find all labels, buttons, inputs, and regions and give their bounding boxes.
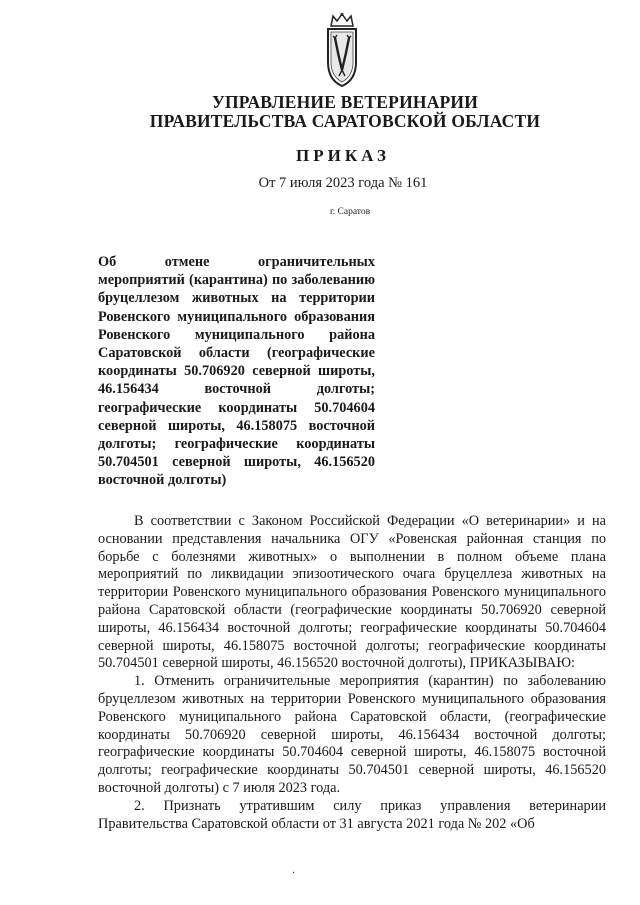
order-item-2: 2. Признать утратившим силу приказ управления ветеринарии Правительства Саратовской области от 31 августа 2021 года № 202 «Об (98, 797, 606, 832)
document-body (98, 513, 606, 833)
document-date-number: От 7 июля 2023 года № 161 (258, 175, 428, 191)
coat-of-arms-icon (322, 12, 362, 88)
org-name-line1: УПРАВЛЕНИЕ ВЕТЕРИНАРИИ (211, 92, 479, 112)
document-city: г. Саратов (329, 207, 371, 217)
document-type: ПРИКАЗ (296, 146, 390, 165)
preamble-paragraph: В соответствии с Законом Российской Федерации «О ветеринарии» и на основании представления начальника ОГУ «Ровенская районная станция по борьбе с болезнями животных» о выполнении в полном объеме плана мероприятий по ликвидации эпизоотического очага бруцеллеза животных на территории Ровенского муниципального образования Ровенского муниципального района Саратовской области (географические координаты 50.706920 северной широты, 46.156434 восточной долготы; географические координаты 50.704604 северной широты, 46.158075 восточной долготы; географические координаты 50.704501 северной широты, 46.156520 восточной долготы), ПРИКАЗЫВАЮ: (98, 513, 606, 672)
scan-speck: · (292, 868, 296, 879)
document-subject: Об отмене ограничительных мероприятий (карантина) по заболеванию бруцеллезом животных на территории Ровенского муниципального образования Ровенского муниципального района Саратовской области (географические координаты 50.706920 северной широты, 46.156434 восточной долготы; географические координаты 50.704604 северной широты, 46.158075 восточной долготы; географические координаты 50.704501 северной широты, 46.156520 восточной долготы) (98, 254, 375, 489)
org-name-line2: ПРАВИТЕЛЬСТВА САРАТОВСКОЙ ОБЛАСТИ (149, 111, 541, 131)
order-item-1: 1. Отменить ограничительные мероприятия (карантин) по заболеванию бруцеллезом животных на территории Ровенского муниципального образования Ровенского муниципального района Саратовской области, (географические координаты 50.706920 северной широты, 46.156434 восточной долготы; географические координаты 50.704604 северной широты, 46.158075 восточной долготы; географические координаты 50.704501 северной широты, 46.156520 восточной долготы) с 7 июля 2023 года. (98, 673, 606, 796)
